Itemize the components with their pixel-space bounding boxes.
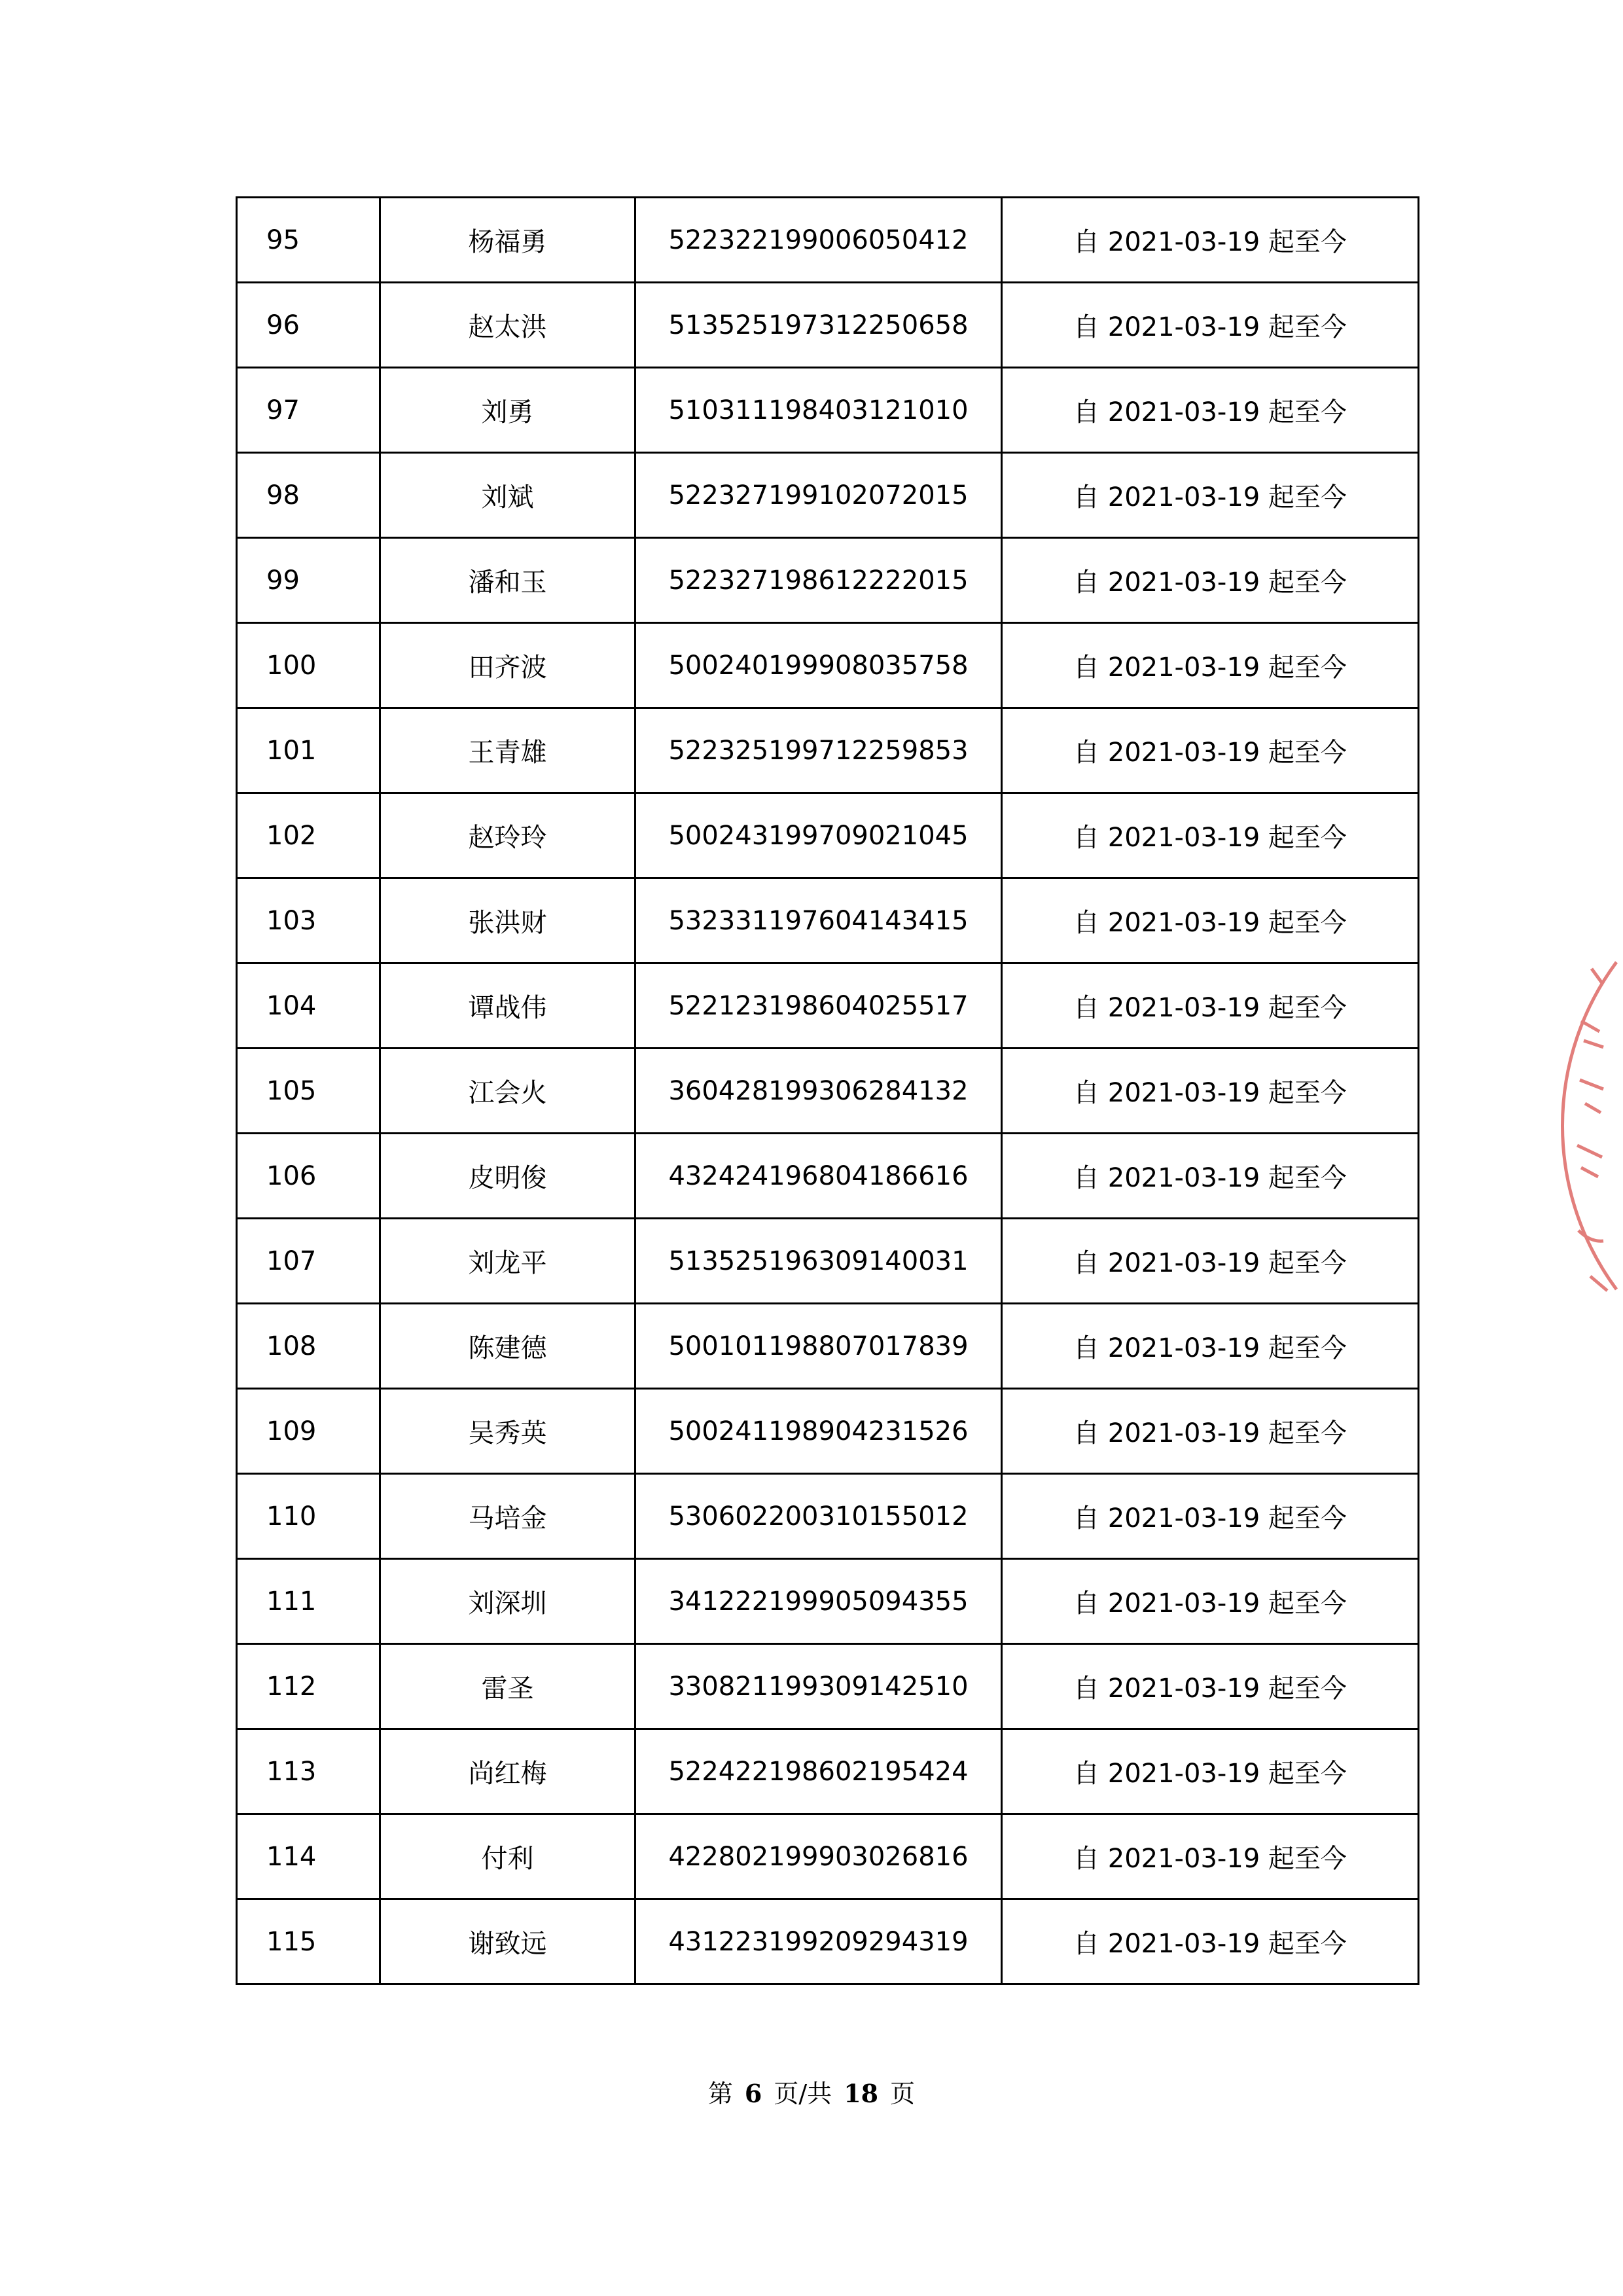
cell-serial-number: 100 — [237, 623, 380, 708]
cell-name: 赵太洪 — [380, 283, 635, 368]
cell-serial-number: 106 — [237, 1134, 380, 1219]
cell-period: 自 2021-03-19 起至今 — [1002, 1134, 1419, 1219]
table-row — [237, 623, 1419, 708]
cell-name: 雷圣 — [380, 1644, 635, 1729]
cell-id-number: 432424196804186616 — [635, 1134, 1002, 1219]
cell-name: 田齐波 — [380, 623, 635, 708]
cell-period: 自 2021-03-19 起至今 — [1002, 283, 1419, 368]
table-row — [237, 878, 1419, 963]
table-row — [237, 538, 1419, 623]
table-row — [237, 1644, 1419, 1729]
cell-id-number: 341222199905094355 — [635, 1559, 1002, 1644]
table-row — [237, 1899, 1419, 1984]
cell-period: 自 2021-03-19 起至今 — [1002, 1729, 1419, 1814]
cell-period: 自 2021-03-19 起至今 — [1002, 793, 1419, 878]
cell-serial-number: 105 — [237, 1049, 380, 1134]
cell-name: 谭战伟 — [380, 963, 635, 1049]
cell-id-number: 522325199712259853 — [635, 708, 1002, 793]
cell-id-number: 330821199309142510 — [635, 1644, 1002, 1729]
footer-total-pages: 18 — [844, 2079, 879, 2108]
cell-name: 付利 — [380, 1814, 635, 1899]
cell-period: 自 2021-03-19 起至今 — [1002, 623, 1419, 708]
cell-id-number: 422802199903026816 — [635, 1814, 1002, 1899]
cell-serial-number: 96 — [237, 283, 380, 368]
cell-name: 尚红梅 — [380, 1729, 635, 1814]
roster-table — [236, 196, 1419, 1985]
cell-name: 皮明俊 — [380, 1134, 635, 1219]
cell-period: 自 2021-03-19 起至今 — [1002, 1389, 1419, 1474]
table-row — [237, 793, 1419, 878]
cell-period: 自 2021-03-19 起至今 — [1002, 1559, 1419, 1644]
cell-id-number: 532331197604143415 — [635, 878, 1002, 963]
cell-name: 赵玲玲 — [380, 793, 635, 878]
table-row — [237, 1474, 1419, 1559]
cell-id-number: 431223199209294319 — [635, 1899, 1002, 1984]
cell-id-number: 522327198612222015 — [635, 538, 1002, 623]
cell-id-number: 500101198807017839 — [635, 1304, 1002, 1389]
table-row — [237, 1049, 1419, 1134]
table-row — [237, 368, 1419, 453]
cell-name: 江会火 — [380, 1049, 635, 1134]
table-row — [237, 198, 1419, 283]
cell-id-number: 513525196309140031 — [635, 1219, 1002, 1304]
cell-period: 自 2021-03-19 起至今 — [1002, 538, 1419, 623]
table-row — [237, 708, 1419, 793]
cell-serial-number: 101 — [237, 708, 380, 793]
cell-serial-number: 111 — [237, 1559, 380, 1644]
cell-serial-number: 95 — [237, 198, 380, 283]
cell-serial-number: 110 — [237, 1474, 380, 1559]
cell-id-number: 522322199006050412 — [635, 198, 1002, 283]
cell-name: 马培金 — [380, 1474, 635, 1559]
cell-name: 刘斌 — [380, 453, 635, 538]
cell-period: 自 2021-03-19 起至今 — [1002, 963, 1419, 1049]
table-row — [237, 1729, 1419, 1814]
cell-serial-number: 97 — [237, 368, 380, 453]
table-row — [237, 1304, 1419, 1389]
cell-name: 潘和玉 — [380, 538, 635, 623]
cell-id-number: 500243199709021045 — [635, 793, 1002, 878]
cell-period: 自 2021-03-19 起至今 — [1002, 1899, 1419, 1984]
cell-period: 自 2021-03-19 起至今 — [1002, 1049, 1419, 1134]
cell-name: 陈建德 — [380, 1304, 635, 1389]
cell-serial-number: 99 — [237, 538, 380, 623]
cell-serial-number: 102 — [237, 793, 380, 878]
cell-period: 自 2021-03-19 起至今 — [1002, 878, 1419, 963]
cell-period: 自 2021-03-19 起至今 — [1002, 453, 1419, 538]
cell-serial-number: 109 — [237, 1389, 380, 1474]
cell-name: 王青雄 — [380, 708, 635, 793]
cell-period: 自 2021-03-19 起至今 — [1002, 1814, 1419, 1899]
roster-table-body — [237, 198, 1419, 1984]
cell-serial-number: 115 — [237, 1899, 380, 1984]
cell-id-number: 522422198602195424 — [635, 1729, 1002, 1814]
table-row — [237, 1389, 1419, 1474]
table-row — [237, 283, 1419, 368]
cell-name: 谢致远 — [380, 1899, 635, 1984]
cell-id-number: 530602200310155012 — [635, 1474, 1002, 1559]
cell-name: 刘龙平 — [380, 1219, 635, 1304]
table-row — [237, 1134, 1419, 1219]
cell-id-number: 513525197312250658 — [635, 283, 1002, 368]
cell-period: 自 2021-03-19 起至今 — [1002, 198, 1419, 283]
page-footer — [0, 2073, 1623, 2109]
cell-name: 刘深圳 — [380, 1559, 635, 1644]
cell-serial-number: 114 — [237, 1814, 380, 1899]
table-row — [237, 1814, 1419, 1899]
partial-seal-stamp — [1551, 949, 1623, 1302]
cell-serial-number: 108 — [237, 1304, 380, 1389]
cell-serial-number: 112 — [237, 1644, 380, 1729]
cell-period: 自 2021-03-19 起至今 — [1002, 1219, 1419, 1304]
footer-middle: 页/共 — [774, 2079, 832, 2108]
cell-serial-number: 104 — [237, 963, 380, 1049]
table-row — [237, 1559, 1419, 1644]
cell-period: 自 2021-03-19 起至今 — [1002, 1304, 1419, 1389]
cell-period: 自 2021-03-19 起至今 — [1002, 1474, 1419, 1559]
table-row — [237, 963, 1419, 1049]
table-row — [237, 1219, 1419, 1304]
cell-name: 杨福勇 — [380, 198, 635, 283]
cell-serial-number: 107 — [237, 1219, 380, 1304]
footer-current-page: 6 — [744, 2079, 762, 2108]
cell-id-number: 522327199102072015 — [635, 453, 1002, 538]
cell-id-number: 360428199306284132 — [635, 1049, 1002, 1134]
cell-name: 吴秀英 — [380, 1389, 635, 1474]
cell-period: 自 2021-03-19 起至今 — [1002, 1644, 1419, 1729]
cell-serial-number: 103 — [237, 878, 380, 963]
cell-id-number: 500240199908035758 — [635, 623, 1002, 708]
footer-prefix: 第 — [707, 2079, 733, 2108]
cell-serial-number: 113 — [237, 1729, 380, 1814]
table-row — [237, 453, 1419, 538]
cell-serial-number: 98 — [237, 453, 380, 538]
cell-period: 自 2021-03-19 起至今 — [1002, 708, 1419, 793]
cell-name: 刘勇 — [380, 368, 635, 453]
cell-period: 自 2021-03-19 起至今 — [1002, 368, 1419, 453]
footer-suffix: 页 — [890, 2079, 916, 2108]
cell-id-number: 510311198403121010 — [635, 368, 1002, 453]
cell-id-number: 522123198604025517 — [635, 963, 1002, 1049]
cell-name: 张洪财 — [380, 878, 635, 963]
cell-id-number: 500241198904231526 — [635, 1389, 1002, 1474]
